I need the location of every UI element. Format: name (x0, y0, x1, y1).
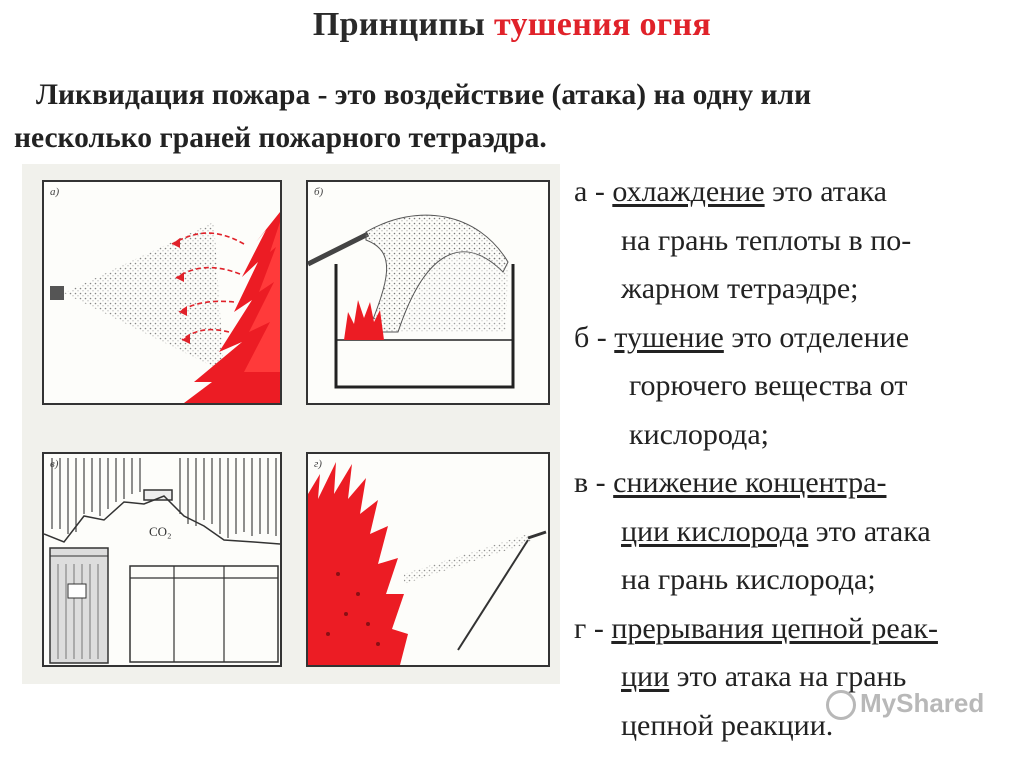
figure-b-extinguishing (306, 180, 550, 405)
figure-d-illustration (308, 454, 548, 665)
list-item: б - тушение это отделение (574, 320, 910, 354)
intro-text (14, 74, 1018, 160)
intro-line-2: несколько граней пожарного тетраэдра. (14, 122, 547, 154)
fire-icon (308, 462, 408, 665)
title-part2: тушения огня (493, 6, 712, 43)
figure-d-chain-reaction (306, 452, 550, 667)
co2-label: CO₂ (149, 524, 172, 539)
figure-b-label: б) (314, 186, 324, 198)
figure-a-label: а) (50, 186, 60, 198)
figure-a-cooling (42, 180, 282, 405)
list-item: а - охлаждение это атака (574, 175, 887, 208)
intro-line-1: Ликвидация пожара - это воздействие (атака) на одну или (36, 79, 812, 111)
figure-c-co2 (42, 452, 282, 667)
nozzle-icon (50, 286, 64, 300)
list-item: г - прерывания цепной реак- (574, 611, 938, 645)
list-item: в - снижение концентра- (574, 466, 887, 499)
figure-b-illustration (308, 182, 548, 403)
figure-c-label: в) (50, 458, 59, 470)
item-term: ции (621, 660, 670, 693)
title-part1: Принципы (312, 6, 486, 43)
watermark: MyShared (826, 688, 984, 720)
figure-a-illustration (44, 182, 280, 403)
item-term: ции кислорода (621, 514, 809, 548)
figure-d-label: г) (314, 458, 322, 470)
item-term: охлаждение (612, 175, 765, 208)
page-title (0, 6, 1024, 44)
item-term: снижение концентра- (613, 466, 887, 499)
principles-list: а - охлаждение это атака на грань теплоты в по- жарном тетраэдре; б - тушение это отделение горючего вещества от кислорода; в - снижение концентра- ции кислорода это атака на грань кислорода; г - прерывания цепной реак- ции это атака на грань цепной реакции. (574, 168, 1014, 750)
item-term: тушение (614, 320, 724, 354)
item-term: прерывания цепной реак- (611, 611, 938, 645)
figure-c-illustration (44, 454, 280, 665)
myshared-logo-icon (826, 690, 856, 720)
spray-cone (64, 222, 224, 372)
